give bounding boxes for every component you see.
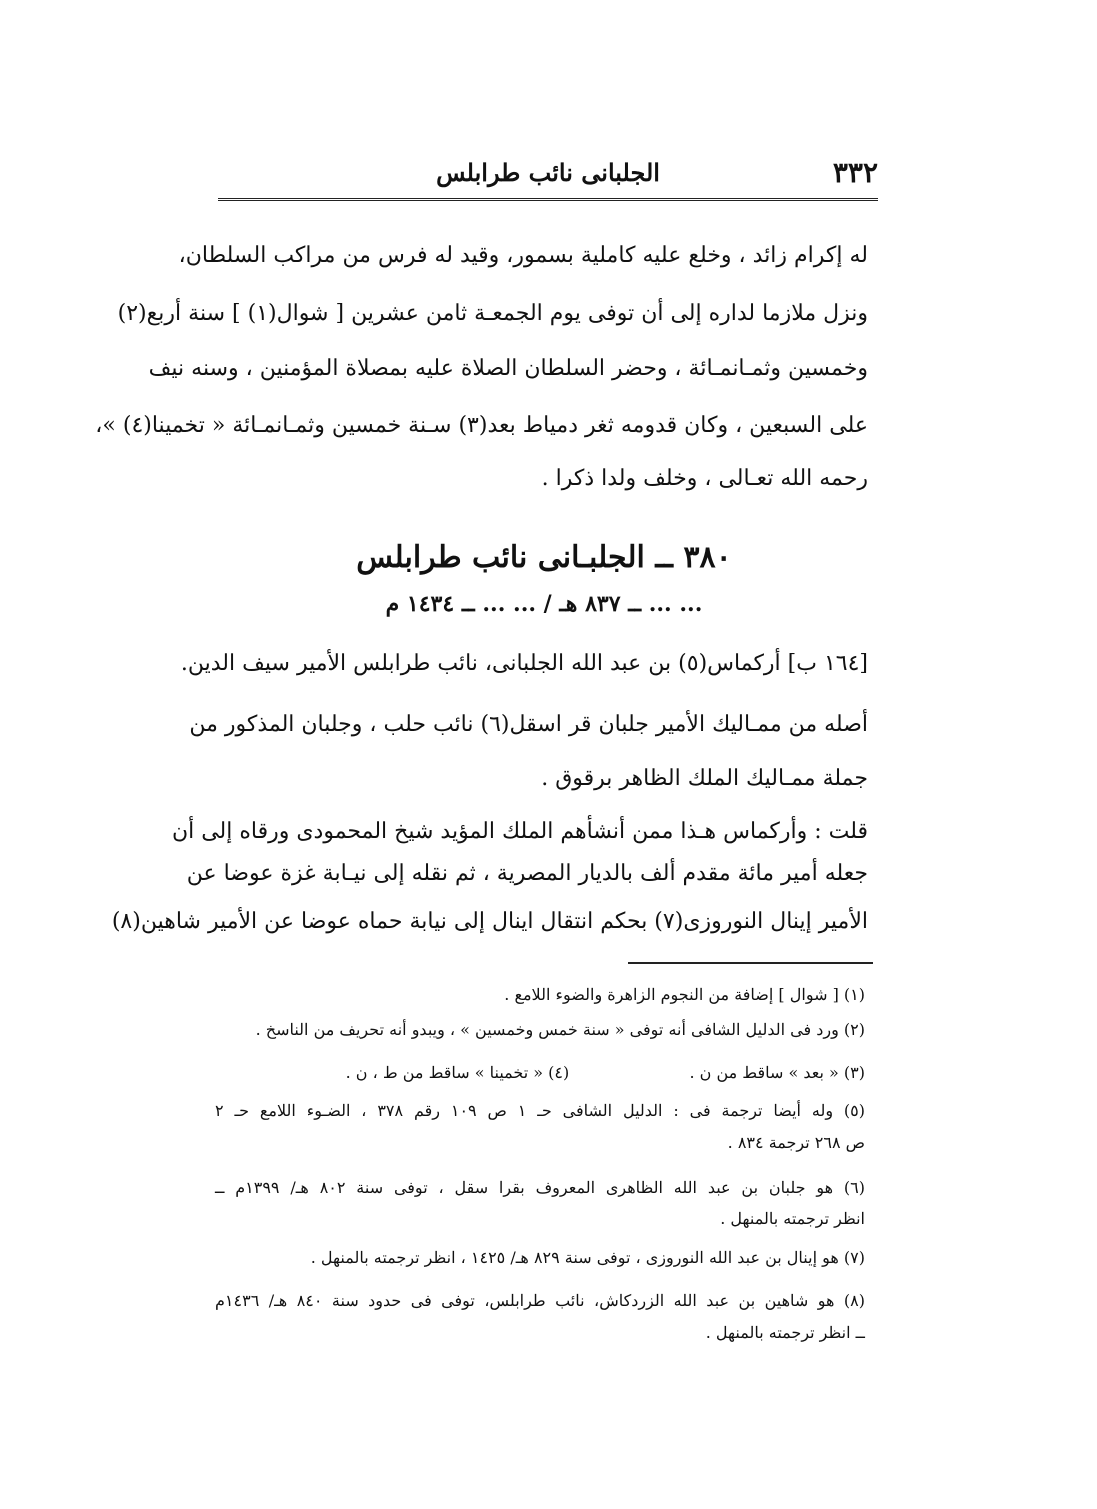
text-line: [١٦٤ ب] أركماس(٥) بن عبد الله الجلبانى، نائب طرابلس الأمير سيف الدين. [180,651,868,676]
text-line: أصله من ممـاليك الأمير جلبان قر اسقل(٦) نائب حلب ، وجلبان المذكور من [189,712,868,737]
footnote-continuation: ــ انظر ترجمته بالمنهل . [705,1323,865,1342]
footnote-continuation: انظر ترجمته بالمنهل . [720,1209,865,1228]
text-line: رحمه الله تعـالى ، وخلف ولدا ذكرا . [541,466,868,491]
page-header [218,150,878,194]
footnote-continuation: ص ٢٦٨ ترجمة ٨٣٤ . [727,1133,865,1152]
footnote: (٢) ورد فى الدليل الشافى أنه توفى « سنة خمس وخمسين » ، ويبدو أنه تحريف من الناسخ . [255,1020,865,1039]
footnote: (٧) هو إينال بن عبد الله النوروزى ، توفى سنة ٨٢٩ هـ/ ١٤٢٥ ، انظر ترجمته بالمنهل . [310,1248,865,1267]
text-line: جملة ممـاليك الملك الظاهر برقوق . [541,766,868,791]
entry-title: ٣٨٠ ــ الجلبـانى نائب طرابلس [356,540,732,575]
footnote-rule [628,962,873,964]
footnote-pair [215,1060,865,1086]
header-rule [218,198,878,201]
running-title: الجلبانى نائب طرابلس [436,158,660,187]
page-number: ٣٣٢ [832,156,878,189]
text-line: له إكرام زائد ، وخلع عليه كاملية بسمور، وقيد له فرس من مراكب السلطان، [178,243,868,268]
footnote: (٥) وله أيضا ترجمة فى : الدليل الشافى حـ ١ ص ١٠٩ رقم ٣٧٨ ، الضـوء اللامع حـ ٢ [215,1101,866,1120]
text-line: جعله أمير مائة مقدم ألف بالديار المصرية ، ثم نقله إلى نيـابة غزة عوضا عن [186,861,868,886]
text-line: ونزل ملازما لداره إلى أن توفى يوم الجمعـة ثامن عشرين [ شوال(١) ] سنة أربع(٢) [117,301,868,326]
footnote: (٣) « بعد » ساقط من ن . [689,1063,865,1082]
text-line: قلت : وأركماس هـذا ممن أنشأهم الملك المؤيد شيخ المحمودى ورقاه إلى أن [171,819,868,844]
entry-dates: ... ... ــ ٨٣٧ هـ / ... ... ــ ١٤٣٤ م [385,591,703,617]
footnote: (٨) هو شاهين بن عبد الله الزردكاش، نائب طرابلس، توفى فى حدود سنة ٨٤٠ هـ/ ١٤٣٦م [215,1291,866,1310]
text-line: على السبعين ، وكان قدومه ثغر دمياط بعد(٣) سـنة خمسين وثمـانمـائة « تخمينا(٤) »، [95,413,868,438]
footnote: (٤) « تخمينا » ساقط من ط ، ن . [345,1063,570,1082]
footnote: (٦) هو جلبان بن عبد الله الظاهرى المعروف بقرا سقل ، توفى سنة ٨٠٢ هـ/ ١٣٩٩م ــ [215,1178,865,1197]
footnote: (١) [ شوال ] إضافة من النجوم الزاهرة والضوء اللامع . [504,985,865,1004]
text-line: الأمير إينال النوروزى(٧) بحكم انتقال اينال إلى نيابة حماه عوضا عن الأمير شاهين(٨) [111,909,868,934]
text-line: وخمسين وثمـانمـائة ، وحضر السلطان الصلاة عليه بمصلاة المؤمنين ، وسنه نيف [148,356,868,381]
